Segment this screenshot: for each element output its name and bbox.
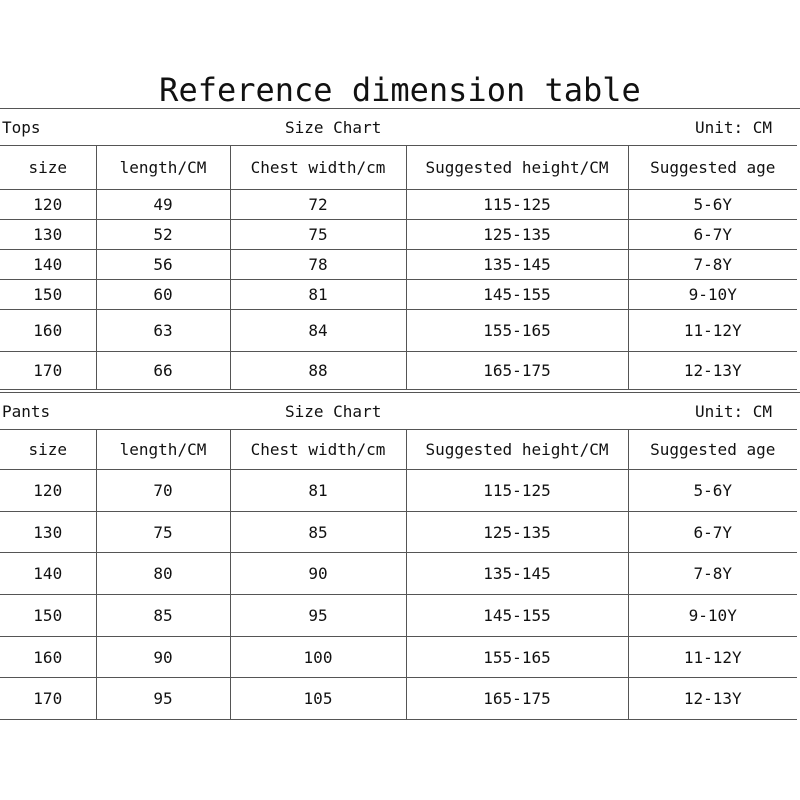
cell-size: 120 (0, 470, 96, 512)
cell-chest: 75 (230, 220, 406, 250)
cell-age: 6-7Y (628, 512, 797, 553)
cell-length: 63 (96, 310, 230, 352)
table-row (0, 220, 797, 250)
column-header-size: size (0, 430, 96, 470)
cell-length: 66 (96, 352, 230, 390)
cell-chest: 105 (230, 678, 406, 720)
column-header-chest: Chest width/cm (230, 430, 406, 470)
cell-height: 125-135 (406, 220, 628, 250)
column-header-age: Suggested age (628, 430, 797, 470)
column-header-age: Suggested age (628, 146, 797, 190)
cell-chest: 81 (230, 280, 406, 310)
pants-label: Pants (2, 402, 51, 421)
table-row (0, 280, 797, 310)
tops-section (0, 108, 800, 390)
cell-age: 12-13Y (628, 352, 797, 390)
cell-chest: 84 (230, 310, 406, 352)
column-header-length: length/CM (96, 146, 230, 190)
tops-header-row (0, 146, 797, 190)
cell-length: 60 (96, 280, 230, 310)
cell-age: 11-12Y (628, 637, 797, 678)
cell-length: 56 (96, 250, 230, 280)
column-header-chest: Chest width/cm (230, 146, 406, 190)
pants-size-table (0, 429, 797, 720)
cell-height: 155-165 (406, 310, 628, 352)
tops-unit-label: Unit: CM (694, 118, 772, 137)
cell-length: 49 (96, 190, 230, 220)
cell-chest: 100 (230, 637, 406, 678)
cell-height: 155-165 (406, 637, 628, 678)
table-row (0, 678, 797, 720)
cell-size: 120 (0, 190, 96, 220)
cell-length: 85 (96, 595, 230, 637)
cell-size: 140 (0, 250, 96, 280)
cell-age: 6-7Y (628, 220, 797, 250)
table-row (0, 470, 797, 512)
cell-age: 5-6Y (628, 470, 797, 512)
column-header-length: length/CM (96, 430, 230, 470)
pants-header-row (0, 430, 797, 470)
column-header-size: size (0, 146, 96, 190)
table-row (0, 352, 797, 390)
pants-unit-label: Unit: CM (694, 402, 772, 421)
tops-size-chart-label: Size Chart (285, 118, 382, 137)
cell-age: 12-13Y (628, 678, 797, 720)
cell-length: 75 (96, 512, 230, 553)
cell-size: 160 (0, 637, 96, 678)
cell-length: 95 (96, 678, 230, 720)
cell-length: 70 (96, 470, 230, 512)
cell-size: 160 (0, 310, 96, 352)
cell-age: 7-8Y (628, 553, 797, 595)
cell-size: 170 (0, 678, 96, 720)
pants-section (0, 392, 800, 720)
cell-age: 9-10Y (628, 595, 797, 637)
cell-height: 125-135 (406, 512, 628, 553)
cell-chest: 88 (230, 352, 406, 390)
cell-size: 170 (0, 352, 96, 390)
cell-height: 145-155 (406, 595, 628, 637)
pants-size-chart-label: Size Chart (285, 402, 382, 421)
table-row (0, 310, 797, 352)
tops-section-header (0, 108, 800, 145)
cell-height: 135-145 (406, 250, 628, 280)
column-header-height: Suggested height/CM (406, 430, 628, 470)
table-row (0, 637, 797, 678)
cell-size: 150 (0, 280, 96, 310)
cell-chest: 72 (230, 190, 406, 220)
cell-length: 80 (96, 553, 230, 595)
page-title: Reference dimension table (159, 71, 641, 109)
cell-height: 135-145 (406, 553, 628, 595)
tops-size-table (0, 145, 797, 390)
table-row (0, 190, 797, 220)
table-row (0, 595, 797, 637)
cell-age: 9-10Y (628, 280, 797, 310)
table-row (0, 512, 797, 553)
cell-age: 11-12Y (628, 310, 797, 352)
cell-chest: 81 (230, 470, 406, 512)
cell-chest: 95 (230, 595, 406, 637)
column-header-height: Suggested height/CM (406, 146, 628, 190)
cell-length: 90 (96, 637, 230, 678)
cell-age: 5-6Y (628, 190, 797, 220)
cell-height: 115-125 (406, 470, 628, 512)
cell-chest: 85 (230, 512, 406, 553)
table-row (0, 250, 797, 280)
pants-section-header (0, 392, 800, 429)
cell-size: 130 (0, 220, 96, 250)
cell-height: 145-155 (406, 280, 628, 310)
cell-height: 165-175 (406, 678, 628, 720)
cell-size: 140 (0, 553, 96, 595)
cell-age: 7-8Y (628, 250, 797, 280)
cell-height: 165-175 (406, 352, 628, 390)
table-row (0, 553, 797, 595)
cell-chest: 90 (230, 553, 406, 595)
cell-height: 115-125 (406, 190, 628, 220)
cell-size: 150 (0, 595, 96, 637)
cell-chest: 78 (230, 250, 406, 280)
cell-size: 130 (0, 512, 96, 553)
tops-label: Tops (2, 118, 41, 137)
cell-length: 52 (96, 220, 230, 250)
